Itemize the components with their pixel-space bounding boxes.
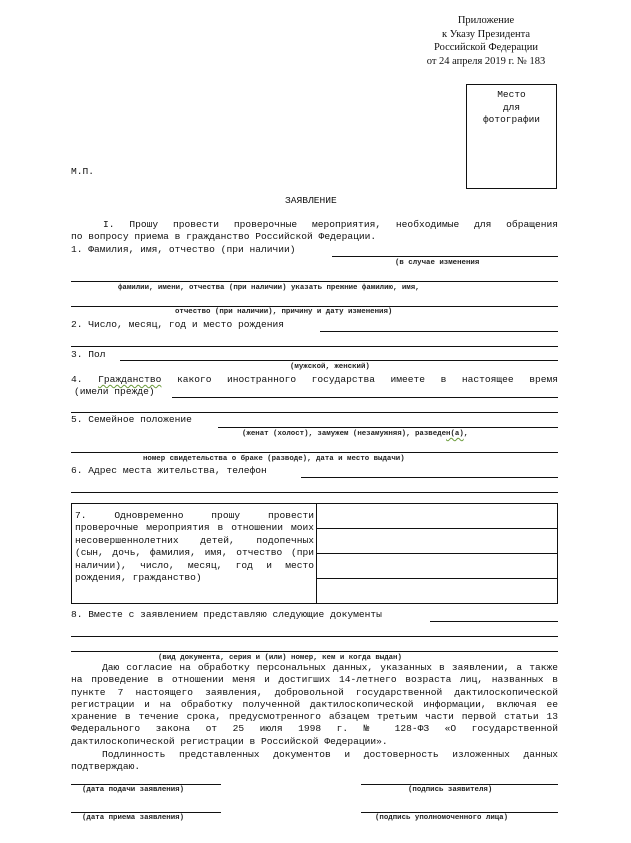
appendix-header <box>386 14 586 68</box>
children-row-3[interactable] <box>317 554 558 579</box>
field-3-label: 3. Пол <box>71 349 106 360</box>
field-4-label-line-2: (имели прежде) <box>74 386 155 397</box>
photo-label-line: для <box>502 101 521 113</box>
header-line: Российской Федерации <box>434 42 538 53</box>
field-1-input-line[interactable] <box>332 256 558 257</box>
field-5-input-line-2[interactable] <box>71 452 558 453</box>
header-line: Приложение <box>457 15 515 26</box>
field-4-input-line[interactable] <box>172 397 558 398</box>
field-2-label: 2. Число, месяц, год и место рождения <box>71 319 285 330</box>
field-3-input-line[interactable] <box>120 360 558 361</box>
field-5-hint-1 <box>242 430 468 439</box>
confirm-paragraph: Подлинность представленных документов и достоверность изложенных данных подтверждаю. <box>71 749 558 773</box>
field-4-input-line-2[interactable] <box>71 412 558 413</box>
official-signature-line[interactable] <box>361 812 558 813</box>
field-5-hint-1c: , <box>463 430 469 438</box>
children-table <box>71 503 558 604</box>
field-1-hint-2: фамилии, имени, отчества (при наличии) указать прежние фамилию, имя, <box>118 284 420 292</box>
photo-label-line: Место <box>497 89 526 100</box>
field-6-input-line[interactable] <box>301 477 558 478</box>
submit-date-line[interactable] <box>71 784 221 785</box>
page-title: ЗАЯВЛЕНИЕ <box>285 195 337 206</box>
field-1-label: 1. Фамилия, имя, отчество (при наличии) <box>71 244 296 255</box>
official-signature-label: (подпись уполномоченного лица) <box>375 814 509 822</box>
field-4-label-rest: какого иностранного государства имеете в настоящее время <box>161 374 558 385</box>
children-row-2[interactable] <box>317 529 558 554</box>
field-8-input-line-2[interactable] <box>71 636 558 637</box>
field-4-label-word: Гражданство <box>98 374 162 385</box>
field-7-label: 7. Одновременно прошу провести проверочные мероприятия в отношении моих несовершеннолетних детей, подопечных (сын, дочь, фамилия, имя, отчество (при наличии), число, месяц, год и место рождения, гражданство) <box>75 510 314 584</box>
field-6-label: 6. Адрес места жительства, телефон <box>71 465 267 476</box>
header-line: от 24 апреля 2019 г. № 183 <box>426 55 546 67</box>
field-1-hint-3: отчество (при наличии), причину и дату изменения) <box>175 308 393 316</box>
field-8-input-line[interactable] <box>430 621 558 622</box>
intro-line-2: по вопросу приема в гражданство Российской Федерации. <box>71 231 377 242</box>
children-row-4[interactable] <box>317 579 558 604</box>
children-row-1[interactable] <box>317 504 558 529</box>
header-line: к Указу Президента <box>441 28 531 40</box>
accept-date-line[interactable] <box>71 812 221 813</box>
field-8-hint: (вид документа, серия и (или) номер, кем и когда выдан) <box>158 654 402 662</box>
stamp-label: М.П. <box>71 166 95 177</box>
field-4-label <box>71 374 558 387</box>
field-5-input-line[interactable] <box>218 427 558 428</box>
field-8-label: 8. Вместе с заявлением представляю следующие документы <box>71 609 382 620</box>
submit-date-label: (дата подачи заявления) <box>82 786 185 794</box>
field-8-input-line-3[interactable] <box>71 651 558 652</box>
photo-placeholder-box <box>466 84 557 189</box>
field-2-input-line[interactable] <box>320 331 558 332</box>
intro-line-1: I. Прошу провести проверочные мероприятия, необходимые для обращения <box>103 219 558 230</box>
applicant-signature-line[interactable] <box>361 784 558 785</box>
accept-date-label: (дата приема заявления) <box>82 814 185 822</box>
field-5-label: 5. Семейное положение <box>71 414 192 425</box>
consent-paragraph: Даю согласие на обработку персональных данных, указанных в заявлении, а также на проведение в отношении меня и достигших 14-летнего возраста лиц, названных в пункте 7 настоящего заявления, добровольной государственной дактилоскопической регистрации и на обработку полученной дактилоскопической информации, включая ее хранение в течение срока, предусмотренного абзацем третьим части первой статьи 13 Федерального закона от 25 июля 1998 г. № 128-ФЗ «О государственной дактилоскопической регистрации в Российской Федерации». <box>71 662 558 747</box>
field-5-hint-1a: (женат (холост), замужем (незамужняя), разведе <box>242 430 447 438</box>
field-1-input-line-3[interactable] <box>71 306 558 307</box>
applicant-signature-label: (подпись заявителя) <box>408 786 493 794</box>
field-5-hint-1b: н(а) <box>446 430 464 438</box>
field-6-input-line-2[interactable] <box>71 492 558 493</box>
photo-label-line: фотографии <box>482 114 540 125</box>
field-4-number: 4. <box>71 374 99 385</box>
field-1-hint-1: (в случае изменения <box>395 259 480 267</box>
field-5-hint-2: номер свидетельства о браке (разводе), дата и место выдачи) <box>143 455 405 463</box>
field-1-input-line-2[interactable] <box>71 281 558 282</box>
field-2-input-line-2[interactable] <box>71 346 558 347</box>
field-3-hint: (мужской, женский) <box>290 363 370 371</box>
field-7-label-cell <box>72 504 317 604</box>
